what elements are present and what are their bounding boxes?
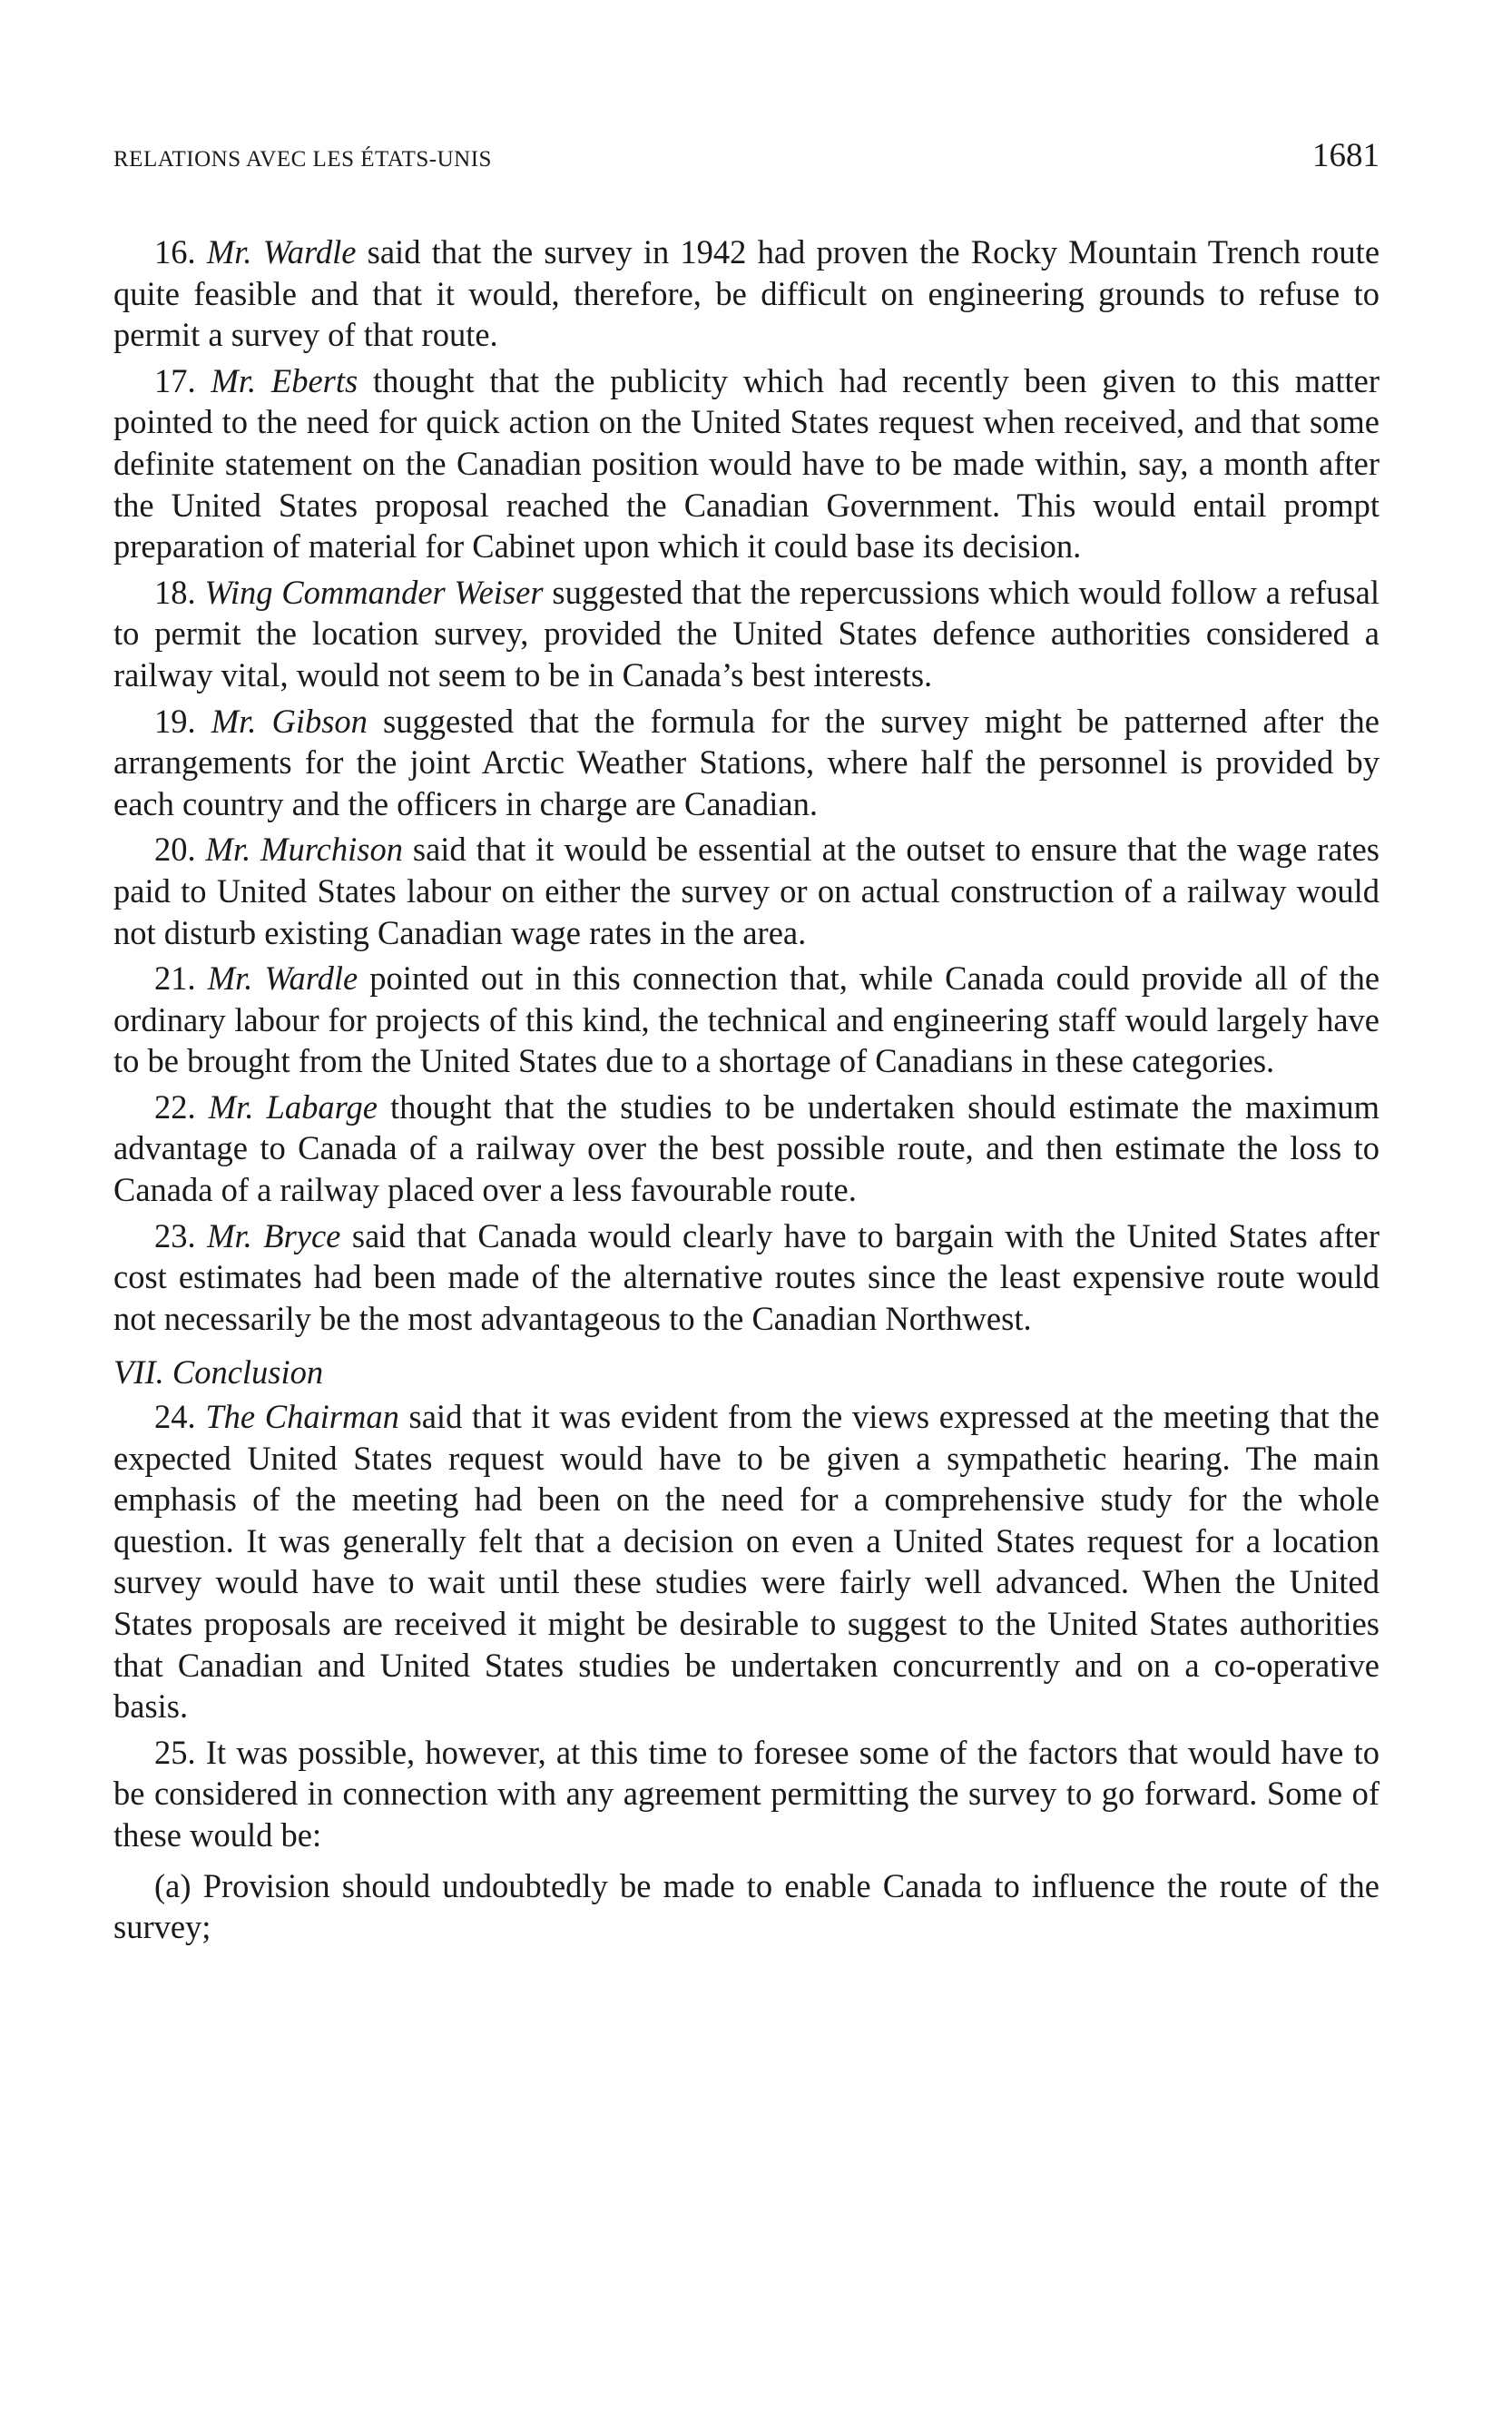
paragraph-number: 19.: [154, 702, 196, 740]
paragraph-text: suggested that the repercussions which would follow a refusal to permit the location survey, provided the United States defence authorities considered a railway vital, would not seem to be in Canada’s best interests.: [113, 573, 1380, 693]
running-title: RELATIONS AVEC LES ÉTATS-UNIS: [113, 147, 492, 172]
paragraph-number: 16.: [154, 233, 196, 271]
paragraph-20: [113, 829, 1379, 953]
paragraph-16: [113, 231, 1379, 356]
item-label: (a): [154, 1866, 191, 1904]
paragraph-number: 24.: [154, 1398, 196, 1436]
speaker-name: Wing Commander Weiser: [204, 573, 544, 611]
paragraph-23: [113, 1215, 1379, 1340]
paragraph-number: 17.: [154, 361, 196, 399]
paragraph-18: [113, 572, 1379, 696]
paragraph-17: [113, 360, 1379, 567]
speaker-name: Mr. Labarge: [208, 1087, 378, 1126]
paragraph-text: said that it was evident from the views expressed at the meeting that the expected United States request would have to be given a sympathetic hearing. The main emphasis of the meeting had been on the need for a comprehensive study for the whole question. It was generally felt that a decision on even a United States request for a location survey would have to wait until these studies were fairly well advanced. When the United States proposals are received it might be desirable to suggest to the United States authorities that Canadian and United States studies be undertaken concurrently and on a co-operative basis.: [113, 1398, 1380, 1726]
paragraph-text: It was possible, however, at this time to foresee some of the factors that would have to be considered in connection with any agreement permitting the survey to go forward. Some of these would be:: [113, 1733, 1380, 1854]
speaker-name: Mr. Murchison: [205, 831, 403, 869]
paragraph-21: [113, 958, 1379, 1082]
item-text: Provision should undoubtedly be made to enable Canada to influence the route of the survey;: [113, 1866, 1379, 1946]
paragraph-number: 21.: [154, 959, 196, 998]
section-heading: VII. Conclusion: [113, 1353, 324, 1392]
speaker-name: Mr. Bryce: [207, 1216, 341, 1254]
paragraph-text: suggested that the formula for the survey might be patterned after the arrangements for the joint Arctic Weather Stations, where half the personnel is provided by each country and the officers in charge are Canadian.: [113, 702, 1379, 822]
paragraph-19: [113, 701, 1379, 825]
paragraph-number: 20.: [154, 831, 196, 869]
paragraph-text: pointed out in this connection that, while Canada could provide all of the ordinary labour for projects of this kind, the technical and engineering staff would largely have to be brought from the United States due to a shortage of Canadians in these categories.: [113, 959, 1380, 1080]
speaker-name: Mr. Wardle: [207, 959, 358, 998]
page-number: 1681: [1312, 137, 1379, 174]
paragraph-text: thought that the publicity which had recently been given to this matter pointed to the need for quick action on the United States request when received, and that some definite statement on the Canadian position would have to be made within, say, a month after the United States proposal reached the Canadian Government. This would entail prompt preparation of material for Cabinet upon which it could base its decision.: [113, 361, 1380, 566]
paragraph-number: 22.: [154, 1087, 196, 1126]
list-item-a: [113, 1865, 1379, 1948]
speaker-name: The Chairman: [205, 1398, 399, 1436]
paragraph-number: 23.: [154, 1216, 196, 1254]
paragraph-24: [113, 1396, 1379, 1727]
paragraph-text: thought that the studies to be undertaken should estimate the maximum advantage to Canada of a railway over the best possible route, and then estimate the loss to Canada of a railway placed over a less favourable route.: [113, 1087, 1380, 1209]
paragraph-text: said that Canada would clearly have to bargain with the United States after cost estimates had been made of the alternative routes since the least expensive route would not necessarily be the most advantageous to the Canadian Northwest.: [113, 1216, 1380, 1337]
paragraph-number: 18.: [154, 573, 196, 611]
paragraph-text: said that the survey in 1942 had proven the Rocky Mountain Trench route quite feasible and that it would, therefore, be difficult on engineering grounds to refuse to permit a survey of that route.: [113, 233, 1380, 354]
paragraph-text: said that it would be essential at the outset to ensure that the wage rates paid to United States labour on either the survey or on actual construction of a railway would not disturb existing Canadian wage rates in the area.: [113, 831, 1379, 951]
speaker-name: Mr. Wardle: [206, 233, 357, 271]
document-page: [113, 136, 1379, 1948]
paragraph-number: 25.: [154, 1733, 196, 1771]
speaker-name: Mr. Gibson: [211, 702, 368, 740]
speaker-name: Mr. Eberts: [211, 361, 358, 399]
paragraph-22: [113, 1087, 1379, 1211]
running-head: [113, 136, 1379, 175]
paragraph-25: [113, 1732, 1379, 1856]
